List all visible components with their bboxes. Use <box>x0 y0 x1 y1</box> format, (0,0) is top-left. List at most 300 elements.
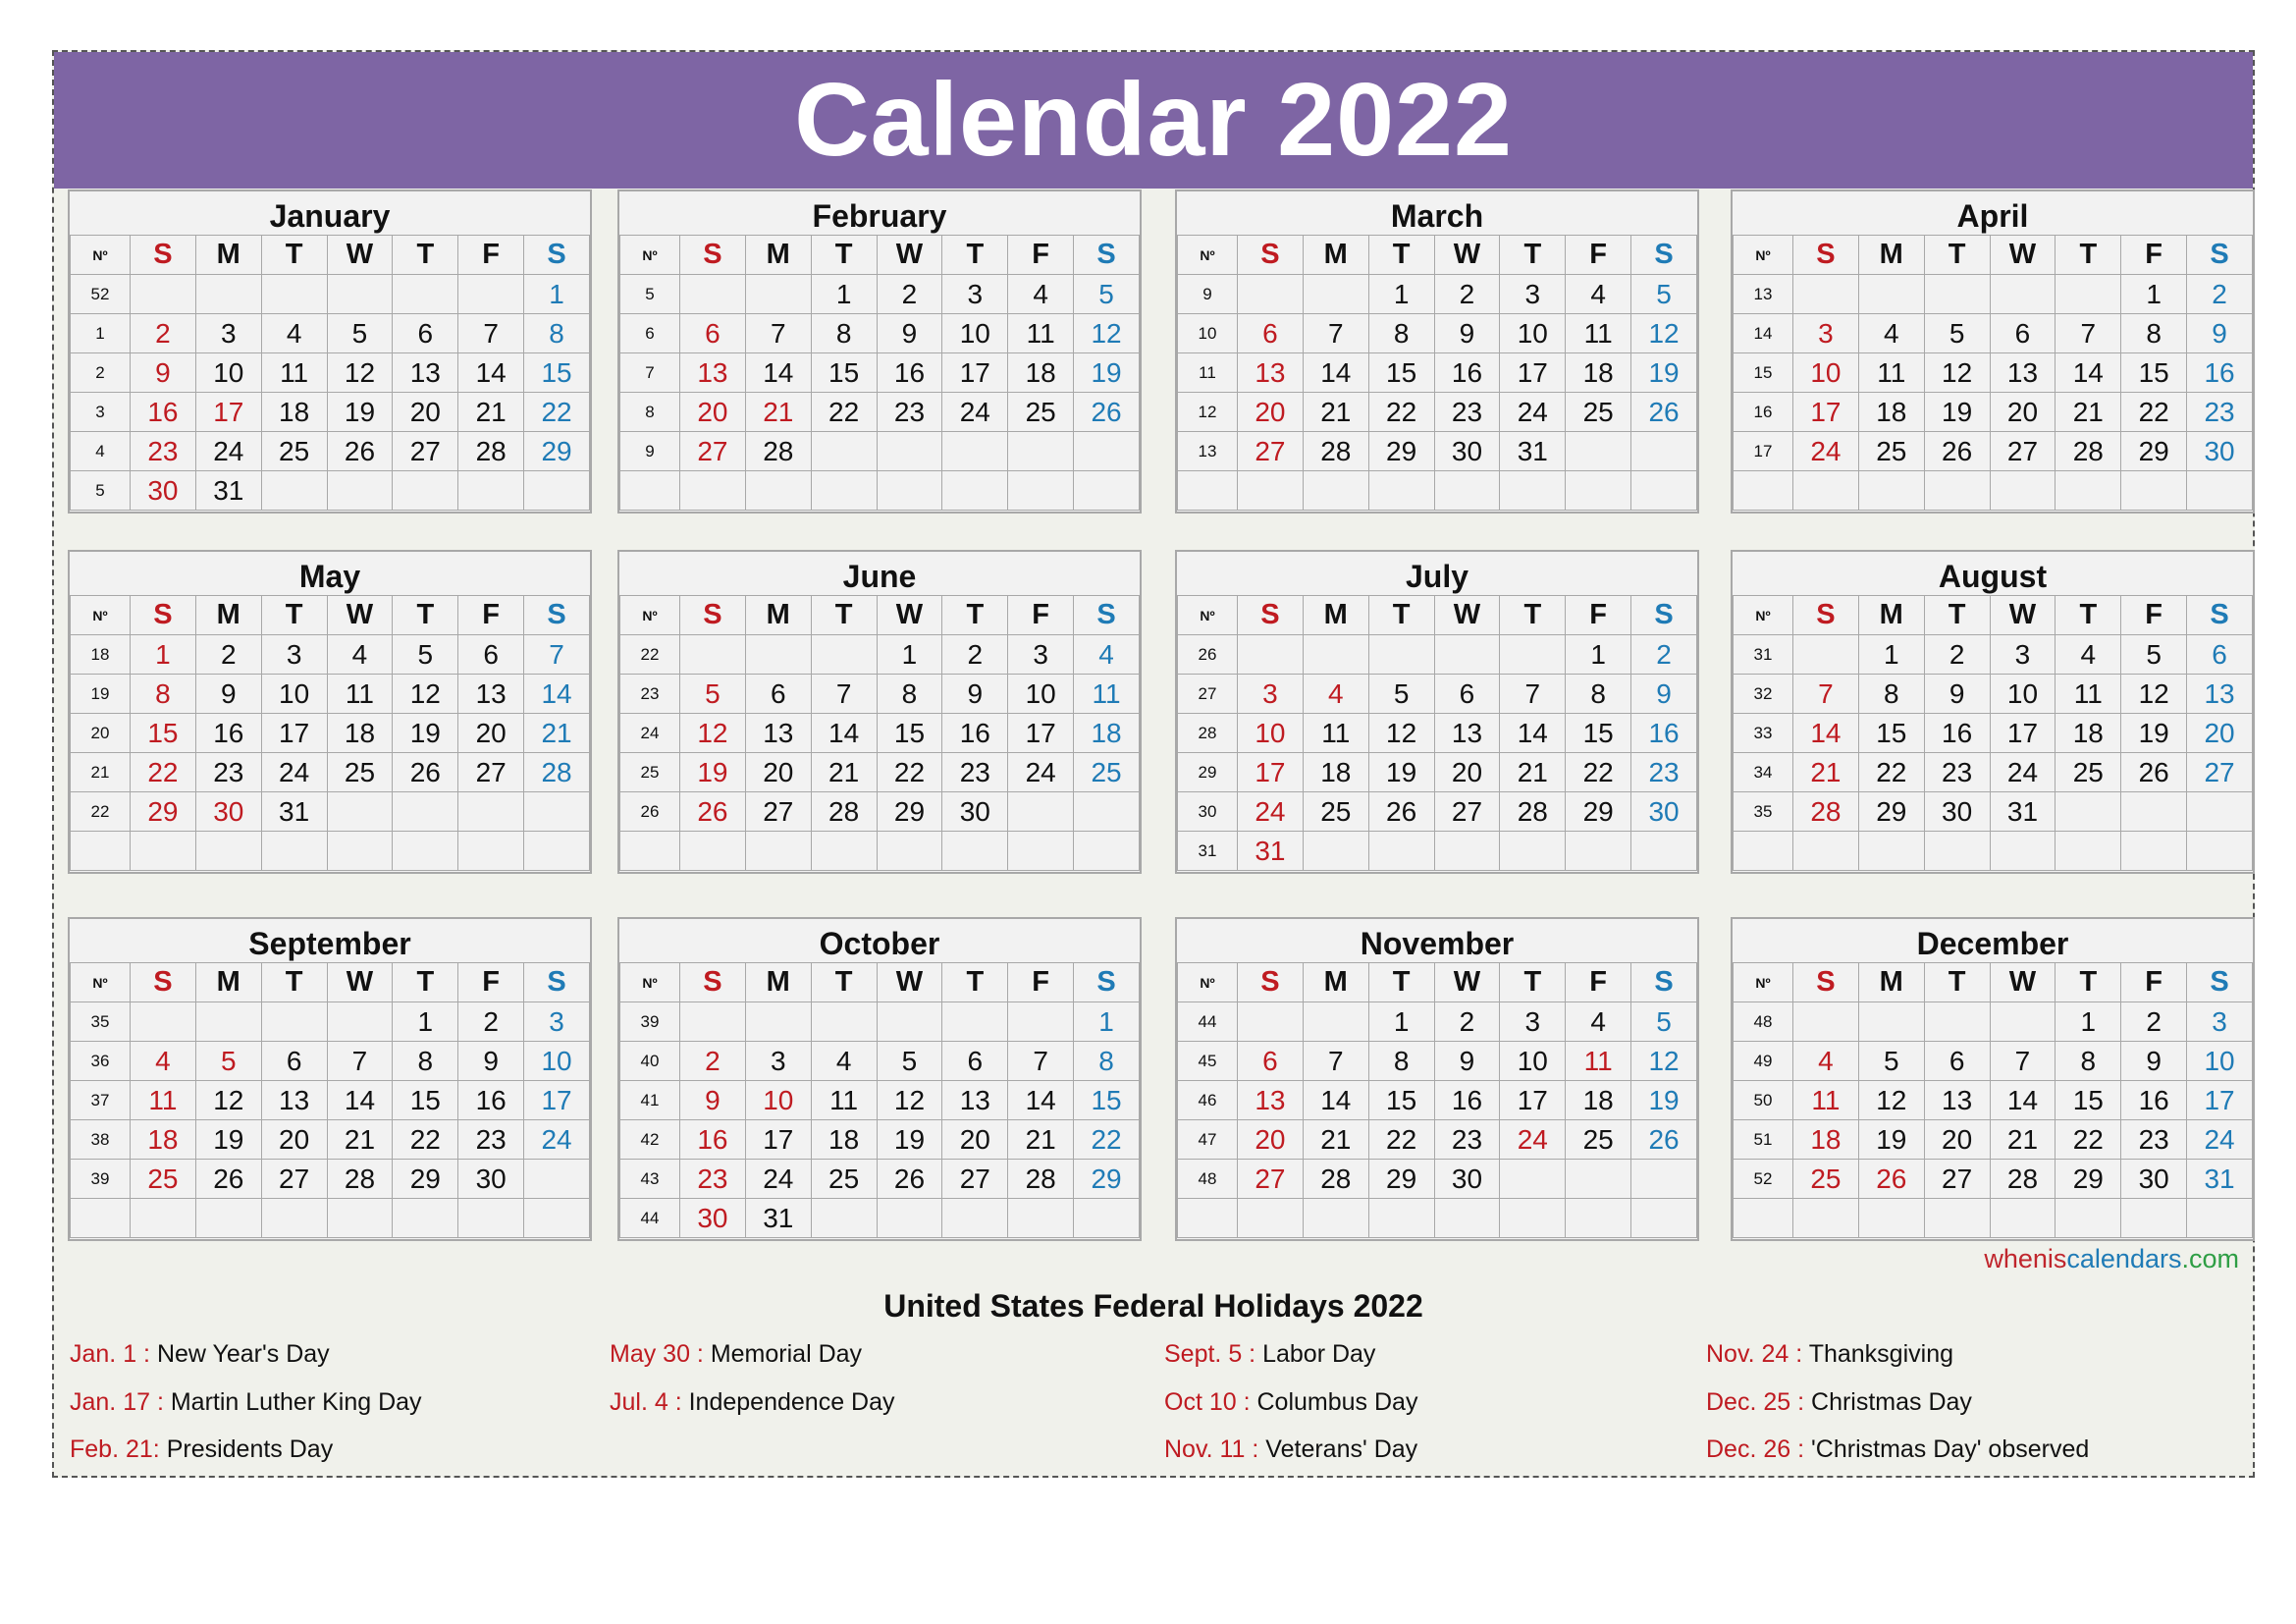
day-cell: 28 <box>745 432 811 471</box>
weekday-header-row <box>620 236 1140 275</box>
day-cell <box>1990 1199 2056 1238</box>
holidays-title: United States Federal Holidays 2022 <box>883 1288 1423 1324</box>
day-cell: 29 <box>1368 432 1434 471</box>
day-cell: 7 <box>1303 314 1368 353</box>
weekday-header: F <box>1566 963 1631 1002</box>
week-number-header: Nº <box>620 596 680 635</box>
month-grid <box>70 595 590 871</box>
day-cell: 28 <box>1793 792 1859 832</box>
weekday-header: F <box>2121 963 2187 1002</box>
day-cell <box>1631 471 1697 511</box>
day-cell <box>458 832 524 871</box>
day-cell: 29 <box>877 792 942 832</box>
week-number: 52 <box>71 275 131 314</box>
week-row <box>71 471 590 511</box>
day-cell <box>2121 1199 2187 1238</box>
day-cell: 8 <box>1566 675 1631 714</box>
week-row <box>620 1199 1140 1238</box>
day-cell: 5 <box>680 675 746 714</box>
day-cell: 23 <box>2121 1120 2187 1160</box>
day-cell: 3 <box>1500 1002 1566 1042</box>
day-cell: 11 <box>327 675 393 714</box>
week-row <box>620 393 1140 432</box>
day-cell: 12 <box>393 675 458 714</box>
month-february <box>617 189 1142 514</box>
day-cell <box>1008 1199 1074 1238</box>
week-row <box>1734 635 2253 675</box>
day-cell <box>1924 275 1990 314</box>
day-cell <box>2187 1199 2253 1238</box>
day-cell: 16 <box>1434 1081 1500 1120</box>
weekday-header: S <box>524 963 590 1002</box>
week-number <box>1734 832 1793 871</box>
day-cell: 26 <box>1368 792 1434 832</box>
day-cell: 20 <box>942 1120 1008 1160</box>
month-title: December <box>1916 926 2069 961</box>
day-cell: 10 <box>745 1081 811 1120</box>
day-cell <box>1074 432 1140 471</box>
day-cell: 18 <box>131 1120 196 1160</box>
month-title: November <box>1360 926 1515 961</box>
weekday-header: W <box>1434 236 1500 275</box>
day-cell <box>2187 471 2253 511</box>
week-number-header: Nº <box>1734 596 1793 635</box>
week-row <box>71 1120 590 1160</box>
day-cell: 7 <box>2056 314 2121 353</box>
day-cell: 24 <box>2187 1120 2253 1160</box>
holiday-item <box>70 1435 422 1484</box>
day-cell: 30 <box>1434 1160 1500 1199</box>
day-cell: 31 <box>745 1199 811 1238</box>
day-cell: 3 <box>195 314 261 353</box>
day-cell: 26 <box>1074 393 1140 432</box>
day-cell <box>745 832 811 871</box>
day-cell <box>1990 275 2056 314</box>
weekday-header: S <box>1074 236 1140 275</box>
week-row <box>1178 1160 1697 1199</box>
day-cell <box>327 832 393 871</box>
day-cell: 30 <box>680 1199 746 1238</box>
day-cell <box>877 471 942 511</box>
day-cell: 19 <box>327 393 393 432</box>
weekday-header: F <box>2121 236 2187 275</box>
week-row <box>1734 314 2253 353</box>
day-cell <box>327 1199 393 1238</box>
weekday-header: M <box>1858 963 1924 1002</box>
week-number: 22 <box>71 792 131 832</box>
weekday-header: S <box>2187 963 2253 1002</box>
day-cell: 26 <box>680 792 746 832</box>
day-cell <box>524 1160 590 1199</box>
week-number: 10 <box>1178 314 1238 353</box>
week-row <box>71 275 590 314</box>
day-cell <box>745 471 811 511</box>
day-cell <box>1368 635 1434 675</box>
week-number: 20 <box>71 714 131 753</box>
day-cell: 22 <box>1074 1120 1140 1160</box>
weekday-header: S <box>1238 596 1304 635</box>
day-cell: 28 <box>1008 1160 1074 1199</box>
day-cell: 28 <box>1990 1160 2056 1199</box>
day-cell: 22 <box>1368 393 1434 432</box>
day-cell: 12 <box>1631 1042 1697 1081</box>
day-cell: 20 <box>1990 393 2056 432</box>
week-number-header: Nº <box>1178 236 1238 275</box>
month-grid <box>619 595 1140 871</box>
weekday-header: T <box>1368 236 1434 275</box>
week-number-header: Nº <box>620 963 680 1002</box>
day-cell: 8 <box>2121 314 2187 353</box>
day-cell: 4 <box>131 1042 196 1081</box>
day-cell: 24 <box>524 1120 590 1160</box>
week-number: 31 <box>1734 635 1793 675</box>
day-cell: 10 <box>2187 1042 2253 1081</box>
holiday-date: Jul. 4 : <box>610 1387 682 1416</box>
day-cell <box>942 1002 1008 1042</box>
weekday-header: S <box>131 596 196 635</box>
day-cell: 23 <box>131 432 196 471</box>
day-cell <box>745 275 811 314</box>
day-cell: 27 <box>261 1160 327 1199</box>
holiday-date: Jan. 1 : <box>70 1340 150 1368</box>
day-cell: 14 <box>2056 353 2121 393</box>
day-cell: 3 <box>745 1042 811 1081</box>
day-cell <box>1368 1199 1434 1238</box>
day-cell: 18 <box>327 714 393 753</box>
day-cell: 1 <box>1566 635 1631 675</box>
month-june <box>617 550 1142 874</box>
week-number: 24 <box>620 714 680 753</box>
weekday-header: T <box>393 236 458 275</box>
day-cell: 1 <box>393 1002 458 1042</box>
week-number: 46 <box>1178 1081 1238 1120</box>
week-row <box>71 635 590 675</box>
week-row <box>1178 1120 1697 1160</box>
day-cell: 11 <box>1008 314 1074 353</box>
holiday-name: Labor Day <box>1262 1340 1376 1368</box>
week-row <box>71 792 590 832</box>
day-cell: 18 <box>1074 714 1140 753</box>
day-cell: 22 <box>524 393 590 432</box>
day-cell: 9 <box>1434 314 1500 353</box>
day-cell <box>1008 792 1074 832</box>
holiday-date: Sept. 5 : <box>1164 1340 1256 1368</box>
day-cell: 13 <box>680 353 746 393</box>
day-cell: 29 <box>1858 792 1924 832</box>
day-cell: 5 <box>327 314 393 353</box>
day-cell: 27 <box>458 753 524 792</box>
weekday-header: S <box>1793 596 1859 635</box>
day-cell: 14 <box>745 353 811 393</box>
week-row <box>620 714 1140 753</box>
day-cell: 1 <box>2056 1002 2121 1042</box>
day-cell: 11 <box>2056 675 2121 714</box>
day-cell: 27 <box>680 432 746 471</box>
day-cell <box>811 471 877 511</box>
day-cell <box>131 1002 196 1042</box>
day-cell: 16 <box>877 353 942 393</box>
week-row <box>1178 753 1697 792</box>
day-cell: 24 <box>1008 753 1074 792</box>
weekday-header: M <box>1303 236 1368 275</box>
day-cell: 5 <box>1631 1002 1697 1042</box>
day-cell: 21 <box>458 393 524 432</box>
day-cell: 8 <box>2056 1042 2121 1081</box>
day-cell <box>2187 832 2253 871</box>
day-cell: 28 <box>327 1160 393 1199</box>
holiday-date: Nov. 11 : <box>1164 1435 1259 1463</box>
day-cell: 26 <box>1631 393 1697 432</box>
week-number: 33 <box>1734 714 1793 753</box>
day-cell: 27 <box>1924 1160 1990 1199</box>
day-cell: 16 <box>458 1081 524 1120</box>
day-cell: 24 <box>1500 393 1566 432</box>
day-cell: 9 <box>2187 314 2253 353</box>
day-cell <box>877 1002 942 1042</box>
week-row <box>1734 471 2253 511</box>
week-number: 48 <box>1178 1160 1238 1199</box>
week-row <box>71 432 590 471</box>
day-cell: 11 <box>1566 314 1631 353</box>
day-cell: 29 <box>1074 1160 1140 1199</box>
holiday-item <box>1164 1340 1417 1388</box>
weekday-header-row <box>1734 963 2253 1002</box>
week-row <box>71 714 590 753</box>
day-cell: 18 <box>1858 393 1924 432</box>
month-january <box>68 189 592 514</box>
day-cell <box>2121 792 2187 832</box>
weekday-header: T <box>942 236 1008 275</box>
day-cell: 23 <box>458 1120 524 1160</box>
day-cell: 25 <box>131 1160 196 1199</box>
day-cell <box>1303 471 1368 511</box>
weekday-header-row <box>1178 596 1697 635</box>
day-cell <box>745 635 811 675</box>
week-number: 26 <box>620 792 680 832</box>
day-cell: 15 <box>1368 353 1434 393</box>
day-cell: 21 <box>327 1120 393 1160</box>
day-cell: 15 <box>877 714 942 753</box>
day-cell <box>811 832 877 871</box>
day-cell: 27 <box>1238 432 1304 471</box>
week-number-header: Nº <box>71 596 131 635</box>
day-cell <box>1074 471 1140 511</box>
week-number: 45 <box>1178 1042 1238 1081</box>
day-cell: 19 <box>1074 353 1140 393</box>
day-cell: 9 <box>1924 675 1990 714</box>
month-grid <box>1733 962 2253 1238</box>
day-cell <box>1238 1002 1304 1042</box>
day-cell: 25 <box>1566 393 1631 432</box>
week-row <box>71 832 590 871</box>
week-number: 32 <box>1734 675 1793 714</box>
day-cell: 8 <box>1368 314 1434 353</box>
day-cell: 28 <box>2056 432 2121 471</box>
week-row <box>71 1002 590 1042</box>
day-cell: 29 <box>393 1160 458 1199</box>
day-cell: 11 <box>131 1081 196 1120</box>
weekday-header: T <box>942 596 1008 635</box>
holiday-column-2 <box>610 1340 895 1435</box>
week-row <box>1178 471 1697 511</box>
day-cell <box>1793 1002 1859 1042</box>
day-cell: 19 <box>195 1120 261 1160</box>
day-cell: 8 <box>1858 675 1924 714</box>
week-number: 41 <box>620 1081 680 1120</box>
day-cell: 6 <box>2187 635 2253 675</box>
week-row <box>1734 1042 2253 1081</box>
website-link[interactable] <box>1984 1244 2239 1274</box>
week-number: 26 <box>1178 635 1238 675</box>
day-cell: 5 <box>195 1042 261 1081</box>
day-cell: 20 <box>680 393 746 432</box>
holiday-item <box>1164 1435 1417 1484</box>
day-cell <box>877 432 942 471</box>
holiday-date: Feb. 21: <box>70 1435 160 1463</box>
weekday-header: M <box>1303 963 1368 1002</box>
day-cell: 10 <box>1990 675 2056 714</box>
day-cell: 14 <box>524 675 590 714</box>
day-cell <box>1793 635 1859 675</box>
day-cell: 6 <box>680 314 746 353</box>
day-cell: 11 <box>1303 714 1368 753</box>
month-grid <box>70 962 590 1238</box>
week-row <box>620 275 1140 314</box>
holiday-item <box>610 1340 895 1388</box>
day-cell: 30 <box>195 792 261 832</box>
day-cell: 2 <box>195 635 261 675</box>
day-cell <box>393 1199 458 1238</box>
day-cell <box>2187 792 2253 832</box>
day-cell: 25 <box>1566 1120 1631 1160</box>
weekday-header: W <box>327 596 393 635</box>
day-cell <box>1793 275 1859 314</box>
day-cell: 31 <box>195 471 261 511</box>
day-cell: 16 <box>2187 353 2253 393</box>
weekday-header: W <box>1990 963 2056 1002</box>
week-number <box>1178 471 1238 511</box>
day-cell <box>1858 275 1924 314</box>
day-cell: 5 <box>1858 1042 1924 1081</box>
weekday-header: W <box>1434 596 1500 635</box>
day-cell <box>1500 635 1566 675</box>
day-cell: 27 <box>942 1160 1008 1199</box>
day-cell <box>942 1199 1008 1238</box>
week-row <box>1178 635 1697 675</box>
day-cell: 6 <box>1990 314 2056 353</box>
day-cell <box>1566 832 1631 871</box>
weekday-header: M <box>745 236 811 275</box>
weekday-header: T <box>811 236 877 275</box>
day-cell: 13 <box>1924 1081 1990 1120</box>
week-row <box>1734 1002 2253 1042</box>
day-cell <box>811 432 877 471</box>
day-cell: 12 <box>1631 314 1697 353</box>
day-cell: 15 <box>393 1081 458 1120</box>
week-row <box>620 1120 1140 1160</box>
day-cell: 11 <box>1074 675 1140 714</box>
weekday-header: T <box>2056 596 2121 635</box>
calendar-title: Calendar 2022 <box>54 52 2253 189</box>
week-number: 12 <box>1178 393 1238 432</box>
day-cell <box>458 471 524 511</box>
day-cell: 7 <box>811 675 877 714</box>
week-number <box>71 1199 131 1238</box>
month-title: September <box>248 926 411 961</box>
week-number <box>620 471 680 511</box>
week-number: 22 <box>620 635 680 675</box>
day-cell <box>877 1199 942 1238</box>
day-cell: 3 <box>261 635 327 675</box>
day-cell: 8 <box>393 1042 458 1081</box>
day-cell: 28 <box>524 753 590 792</box>
week-number: 19 <box>71 675 131 714</box>
week-number: 31 <box>1178 832 1238 871</box>
day-cell: 9 <box>877 314 942 353</box>
week-number: 6 <box>620 314 680 353</box>
week-number <box>1734 471 1793 511</box>
week-number-header: Nº <box>71 236 131 275</box>
day-cell <box>195 832 261 871</box>
week-number: 18 <box>71 635 131 675</box>
day-cell: 12 <box>1368 714 1434 753</box>
day-cell: 20 <box>261 1120 327 1160</box>
day-cell: 13 <box>1434 714 1500 753</box>
day-cell <box>1500 1199 1566 1238</box>
day-cell <box>327 792 393 832</box>
day-cell <box>1434 832 1500 871</box>
day-cell: 10 <box>1500 314 1566 353</box>
day-cell <box>1368 832 1434 871</box>
day-cell <box>2056 832 2121 871</box>
day-cell: 8 <box>877 675 942 714</box>
day-cell <box>680 471 746 511</box>
day-cell: 29 <box>524 432 590 471</box>
day-cell: 23 <box>195 753 261 792</box>
weekday-header-row <box>71 963 590 1002</box>
week-row <box>1178 1002 1697 1042</box>
day-cell <box>942 832 1008 871</box>
day-cell: 12 <box>195 1081 261 1120</box>
day-cell <box>524 792 590 832</box>
day-cell: 14 <box>458 353 524 393</box>
month-july <box>1175 550 1699 874</box>
weekday-header: T <box>942 963 1008 1002</box>
day-cell <box>1434 471 1500 511</box>
day-cell <box>1238 1199 1304 1238</box>
day-cell: 17 <box>1500 1081 1566 1120</box>
day-cell <box>1303 1002 1368 1042</box>
week-number: 39 <box>620 1002 680 1042</box>
day-cell <box>458 275 524 314</box>
week-number-header: Nº <box>1734 963 1793 1002</box>
week-number: 51 <box>1734 1120 1793 1160</box>
week-row <box>1178 792 1697 832</box>
day-cell: 14 <box>1990 1081 2056 1120</box>
day-cell: 20 <box>1238 393 1304 432</box>
week-row <box>620 1002 1140 1042</box>
day-cell: 2 <box>1631 635 1697 675</box>
day-cell: 11 <box>811 1081 877 1120</box>
month-may <box>68 550 592 874</box>
day-cell: 16 <box>1434 353 1500 393</box>
day-cell: 7 <box>745 314 811 353</box>
day-cell: 12 <box>2121 675 2187 714</box>
day-cell: 3 <box>524 1002 590 1042</box>
week-number: 4 <box>71 432 131 471</box>
day-cell: 26 <box>877 1160 942 1199</box>
day-cell: 5 <box>2121 635 2187 675</box>
